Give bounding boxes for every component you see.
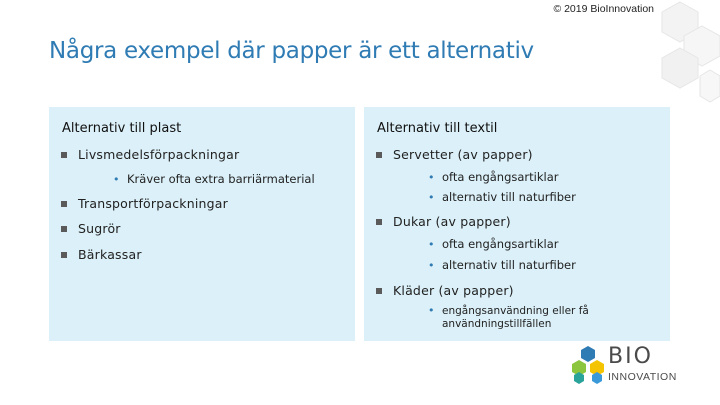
- square-bullet-icon: [376, 219, 382, 225]
- logo-text-bio: BIO: [608, 344, 653, 369]
- square-bullet-icon: [61, 252, 67, 258]
- square-bullet-icon: [376, 152, 382, 158]
- dot-bullet-icon: •: [113, 173, 120, 186]
- page-title: Några exempel där papper är ett alternativ: [49, 38, 534, 64]
- sub-list-item: • ofta engångsartiklar: [428, 170, 559, 184]
- sub-list-item-continuation: användningstillfällen: [442, 318, 552, 330]
- list-item: Sugrör: [61, 221, 121, 236]
- sub-list-item: • engångsanvändning eller få: [428, 304, 589, 317]
- logo-text-innovation: INNOVATION: [608, 371, 677, 383]
- dot-bullet-icon: •: [428, 238, 435, 251]
- dot-bullet-icon: •: [428, 259, 435, 272]
- panel-heading-plastic: Alternativ till plast: [62, 121, 182, 136]
- panel-plastic: [49, 107, 355, 341]
- sub-list-item: • Kräver ofta extra barriärmaterial: [113, 172, 315, 186]
- square-bullet-icon: [61, 201, 67, 207]
- square-bullet-icon: [376, 288, 382, 294]
- dot-bullet-icon: •: [428, 304, 435, 317]
- list-item: Transportförpackningar: [61, 196, 228, 211]
- panel-textile: [364, 107, 670, 341]
- hexagon-cluster-icon: [568, 344, 608, 386]
- bioinnovation-logo: [568, 344, 693, 386]
- sub-list-item: • alternativ till naturfiber: [428, 258, 576, 272]
- list-item: Livsmedelsförpackningar: [61, 147, 239, 162]
- list-item: Kläder (av papper): [376, 283, 514, 298]
- panel-heading-textile: Alternativ till textil: [377, 121, 498, 136]
- square-bullet-icon: [61, 226, 67, 232]
- list-item: Dukar (av papper): [376, 214, 511, 229]
- list-item: Bärkassar: [61, 247, 142, 262]
- list-item: Servetter (av papper): [376, 147, 533, 162]
- square-bullet-icon: [61, 152, 67, 158]
- dot-bullet-icon: •: [428, 191, 435, 204]
- sub-list-item: • alternativ till naturfiber: [428, 190, 576, 204]
- copyright-text: © 2019 BioInnovation: [553, 3, 654, 15]
- cube-pattern-icon: [640, 0, 720, 110]
- dot-bullet-icon: •: [428, 171, 435, 184]
- sub-list-item: • ofta engångsartiklar: [428, 237, 559, 251]
